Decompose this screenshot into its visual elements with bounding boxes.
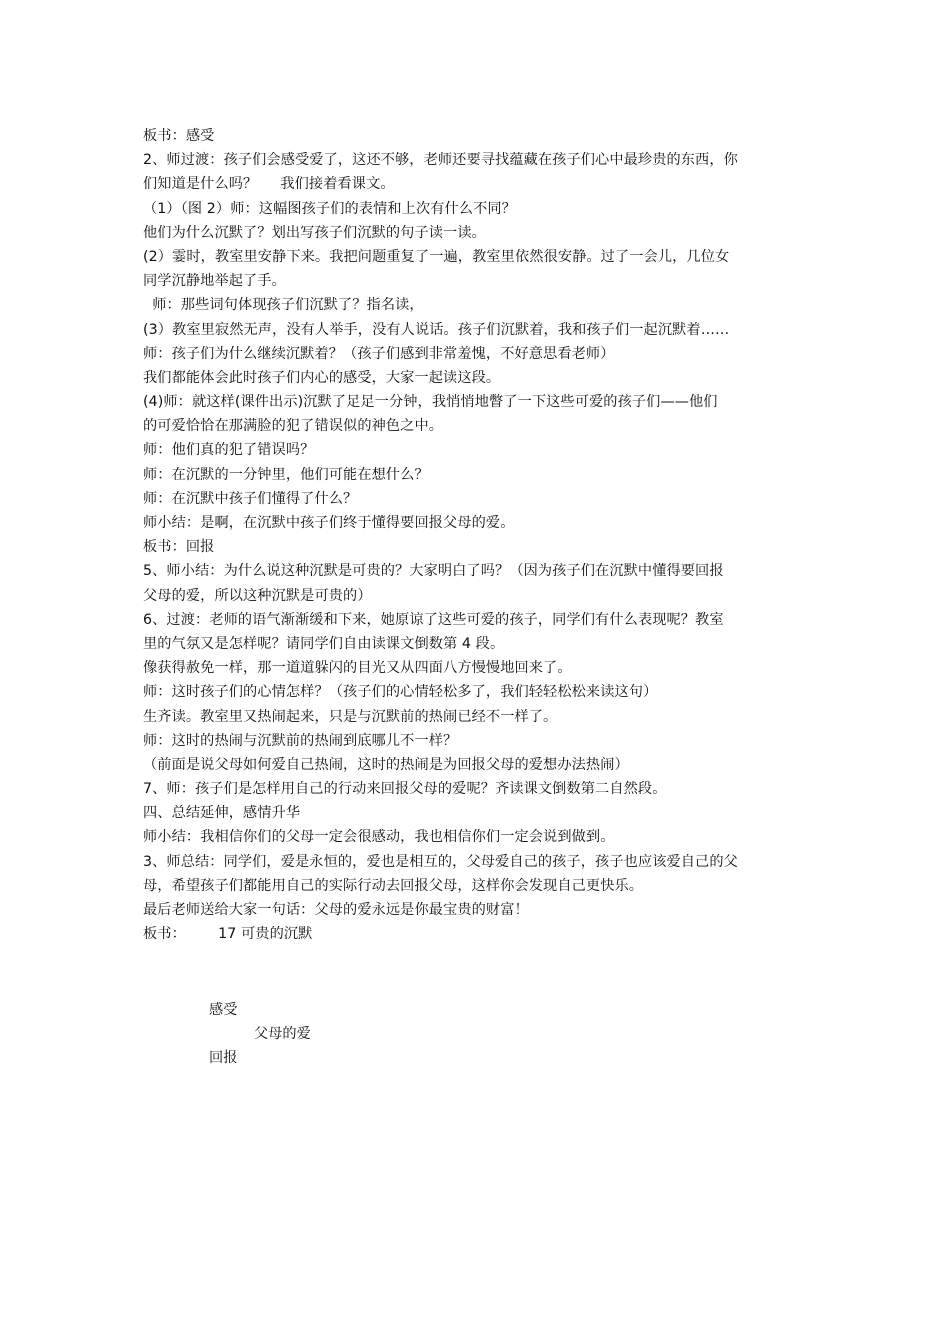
diagram-middle-label: 父母的爱	[254, 1026, 311, 1042]
text-line: （1）（图 2）师：这幅图孩子们的表情和上次有什么不同？	[143, 200, 516, 217]
text-line: (2）霎时，教室里安静下来。我把问题重复了一遍，教室里依然很安静。过了一会儿，几位女	[143, 248, 730, 265]
text-line: 他们为什么沉默了？划出写孩子们沉默的句子读一读。	[143, 224, 486, 241]
blackboard-title: 板书： 17 可贵的沉默	[143, 926, 313, 943]
text-line: 7、师：孩子们是怎样用自己的行动来回报父母的爱呢？齐读课文倒数第二自然段。	[143, 781, 667, 798]
text-line: 们知道是什么吗？ 我们接着看课文。	[143, 176, 395, 193]
text-line: 板书：回报	[143, 539, 215, 556]
text-line: 最后老师送给大家一句话：父母的爱永远是你最宝贵的财富！	[143, 902, 529, 918]
text-line: (4)师：就这样(课件出示)沉默了足足一分钟，我悄悄地瞥了一下这些可爱的孩子们——他们	[143, 394, 718, 411]
text-line: 师小结：是啊，在沉默中孩子们终于懂得要回报父母的爱。	[143, 515, 515, 531]
diagram-bottom-label: 回报	[209, 1050, 238, 1066]
text-line: 师：他们真的犯了错误吗？	[143, 442, 315, 459]
text-line: 同学沉静地举起了手。	[143, 273, 286, 290]
section-heading: 四、总结延伸，感情升华	[143, 805, 301, 822]
text-line: （前面是说父母如何爱自己热闹，这时的热闹是为回报父母的爱想办法热闹）	[143, 756, 629, 773]
text-line: 2、师过渡：孩子们会感受爱了，这还不够，老师还要寻找蕴藏在孩子们心中最珍贵的东西，你	[143, 152, 738, 169]
text-line: 师：孩子们为什么继续沉默着？（孩子们感到非常羞愧，不好意思看老师）	[143, 345, 615, 362]
text-line: 6、过渡：老师的语气渐渐缓和下来，她原谅了这些可爱的孩子，同学们有什么表现呢？教室	[143, 611, 724, 628]
text-line: 生齐读。教室里又热闹起来，只是与沉默前的热闹已经不一样了。	[143, 708, 558, 725]
document-body	[143, 124, 813, 946]
text-line: 师：在沉默中孩子们懂得了什么？	[143, 490, 358, 507]
text-line: 师：这时孩子们的心情怎样？（孩子们的心情轻松多了，我们轻轻松松来读这句）	[143, 684, 658, 701]
text-line: (3）教室里寂然无声，没有人举手，没有人说话。孩子们沉默着，我和孩子们一起沉默着……	[143, 321, 730, 338]
text-line: 母，希望孩子们都能用自己的实际行动去回报父母，这样你会发现自己更快乐。	[143, 877, 644, 894]
text-line: 里的气氛又是怎样呢？请同学们自由读课文倒数第 4 段。	[143, 635, 505, 652]
text-line: 师：这时的热闹与沉默前的热闹到底哪儿不一样？	[143, 732, 458, 749]
text-line: 师小结：我相信你们的父母一定会很感动，我也相信你们一定会说到做到。	[143, 829, 615, 846]
text-line: 5、师小结：为什么说这种沉默是可贵的？大家明白了吗？（因为孩子们在沉默中懂得要回报	[143, 563, 724, 580]
text-line: 3、师总结：同学们，爱是永恒的，爱也是相互的，父母爱自己的孩子，孩子也应该爱自己的父	[143, 853, 738, 870]
diagram-top-label: 感受	[209, 1002, 238, 1018]
text-line: 师：那些词句体现孩子们沉默了？指名读，	[143, 297, 424, 314]
text-line: 的可爱恰恰在那满脸的犯了错误似的神色之中。	[143, 418, 444, 435]
text-line: 父母的爱，所以这种沉默是可贵的）	[143, 587, 372, 604]
blackboard-diagram	[143, 988, 543, 1088]
text-line: 板书：感受	[143, 128, 215, 144]
text-line: 师：在沉默的一分钟里，他们可能在想什么？	[143, 466, 429, 483]
text-line: 我们都能体会此时孩子们内心的感受，大家一起读这段。	[143, 369, 501, 386]
text-line: 像获得赦免一样，那一道道躲闪的目光又从四面八方慢慢地回来了。	[143, 660, 572, 677]
